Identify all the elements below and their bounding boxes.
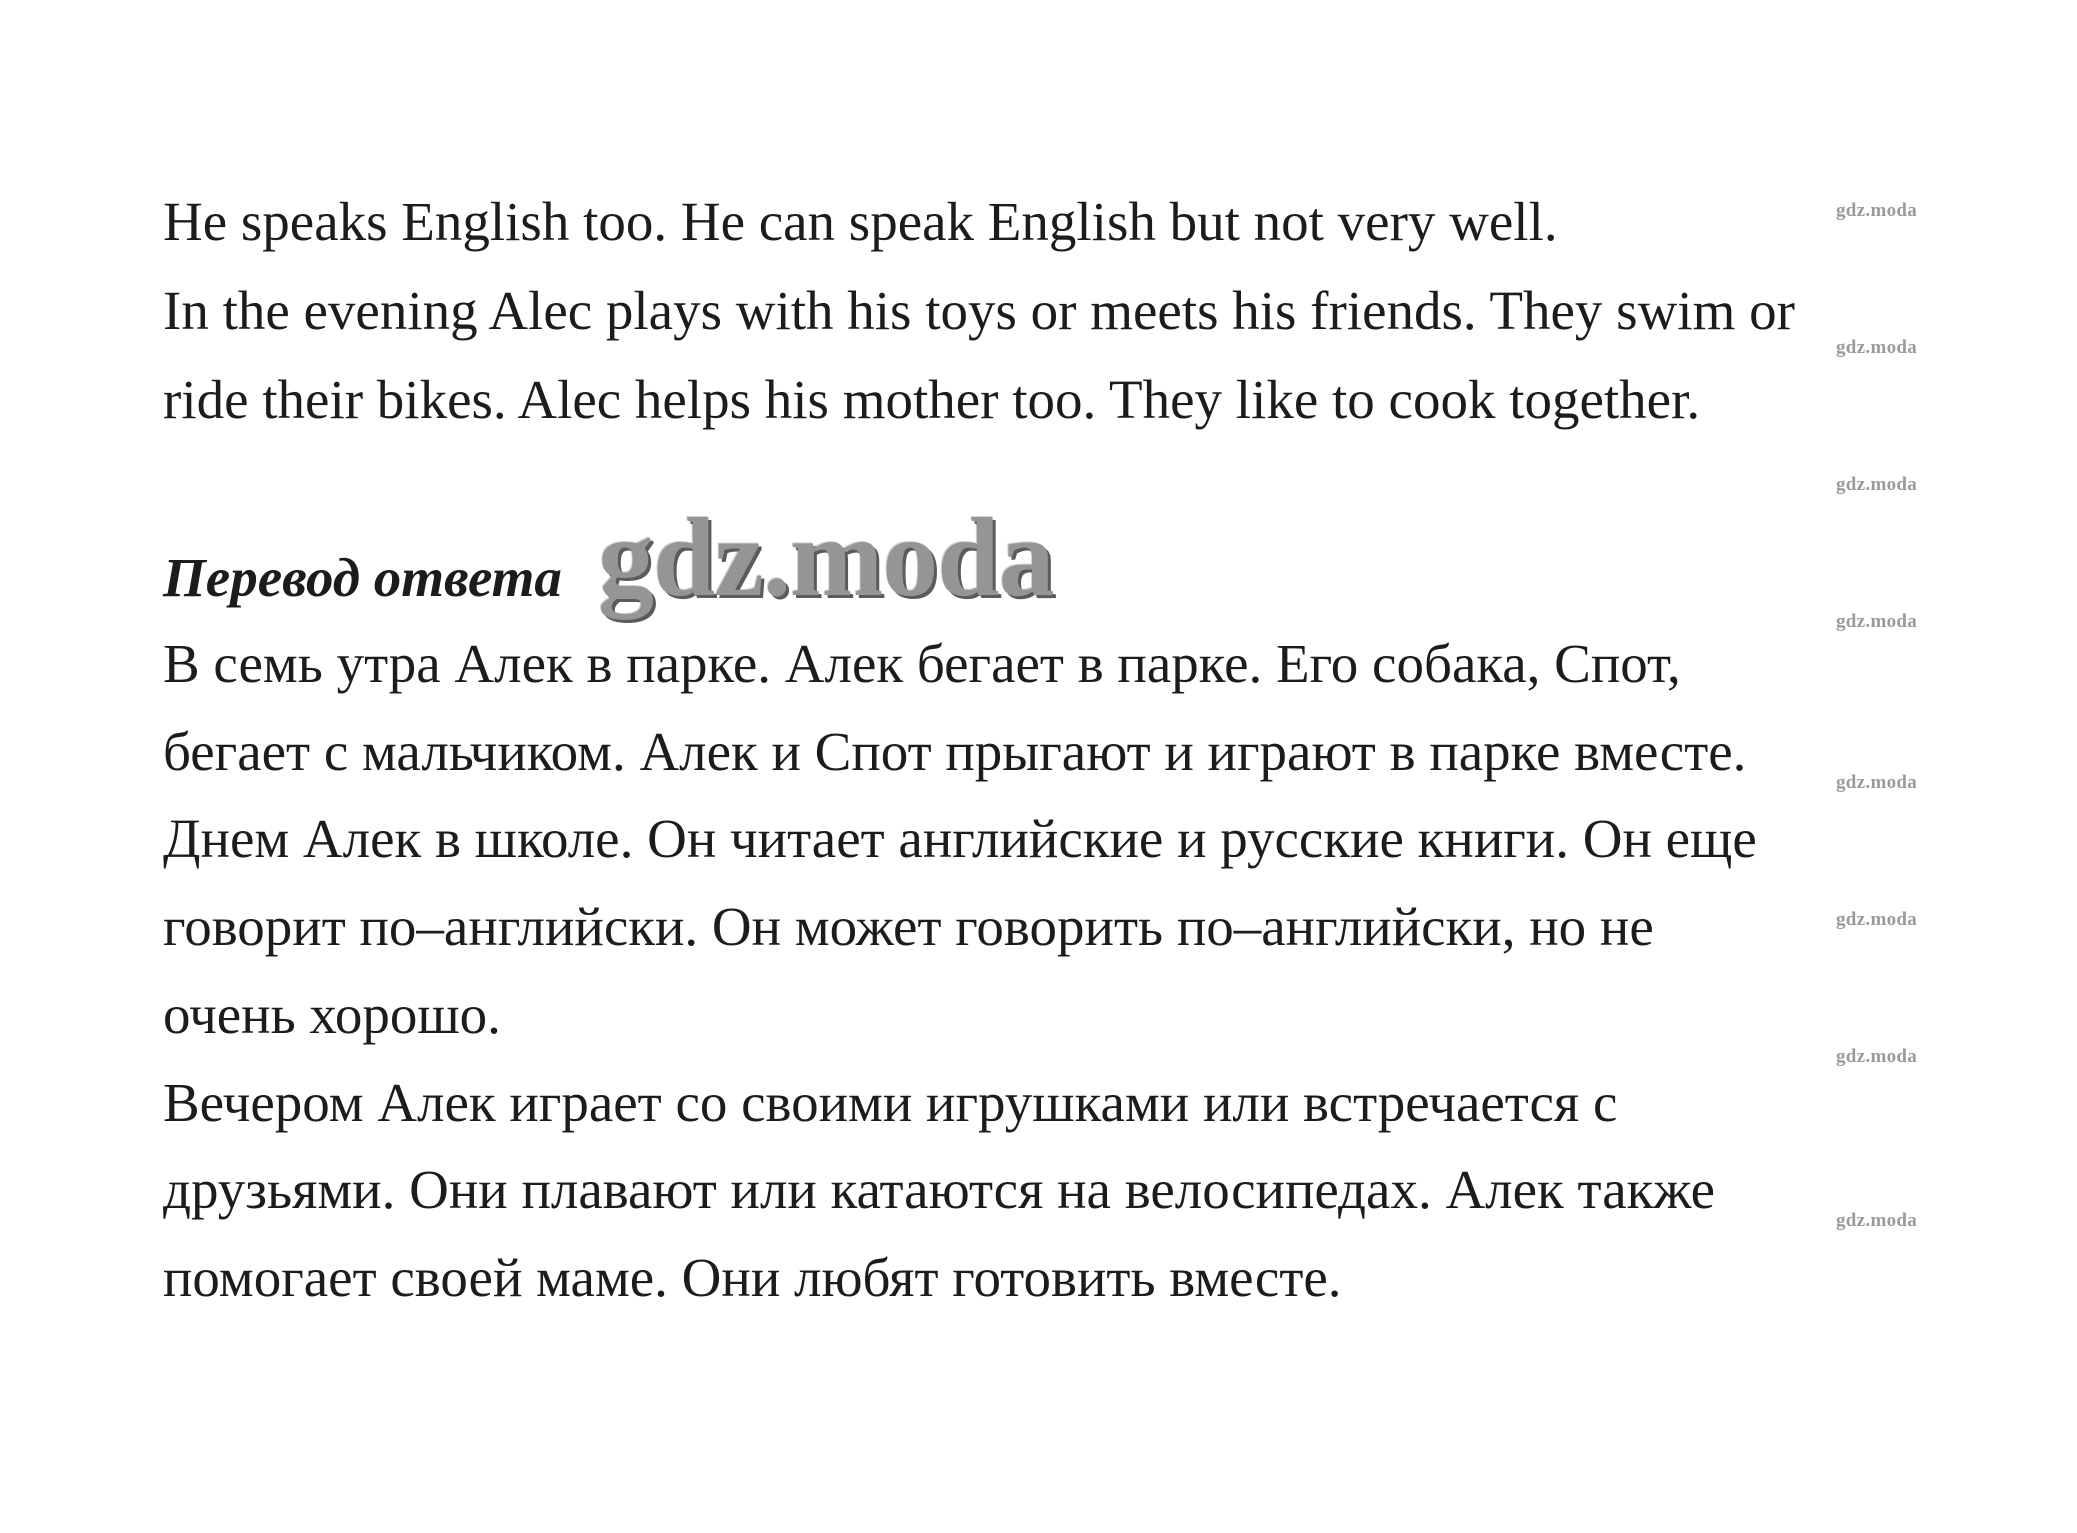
watermark-small: gdz.moda (1836, 337, 1918, 358)
text-line-en-1: He speaks English too. He can speak English but not very well. (163, 191, 1558, 252)
text-line-ru-7: друзьями. Они плавают или катаются на велосипедах. Алек также (163, 1159, 1716, 1220)
text-line-ru-2: бегает с мальчиком. Алек и Спот прыгают и играют в парке вместе. (163, 721, 1747, 782)
watermark-logo: gdz.moda (598, 496, 1054, 620)
watermark-small: gdz.moda (1836, 909, 1918, 930)
text-line-ru-6: Вечером Алек играет со своими игрушками или встречается с (163, 1072, 1618, 1133)
text-line-ru-5: очень хорошо. (163, 984, 501, 1045)
text-line-ru-8: помогает своей маме. Они любят готовить вместе. (163, 1247, 1342, 1308)
watermark-small: gdz.moda (1836, 200, 1918, 221)
watermark-small: gdz.moda (1836, 611, 1918, 632)
watermark-small: gdz.moda (1836, 772, 1918, 793)
text-line-en-2: In the evening Alec plays with his toys or meets his friends. They swim or (163, 280, 1795, 341)
text-line-ru-3: Днем Алек в школе. Он читает английские и русские книги. Он еще (163, 808, 1757, 869)
text-line-ru-1: В семь утра Алек в парке. Алек бегает в парке. Его собака, Спот, (163, 633, 1681, 694)
watermark-small: gdz.moda (1836, 474, 1918, 495)
watermark-small: gdz.moda (1836, 1046, 1918, 1067)
translation-heading: Перевод ответа (163, 547, 562, 608)
text-line-ru-4: говорит по–английски. Он может говорить по–английски, но не (163, 896, 1654, 957)
text-line-en-3: ride their bikes. Alec helps his mother too. They like to cook together. (163, 369, 1701, 430)
watermark-small: gdz.moda (1836, 1210, 1918, 1231)
